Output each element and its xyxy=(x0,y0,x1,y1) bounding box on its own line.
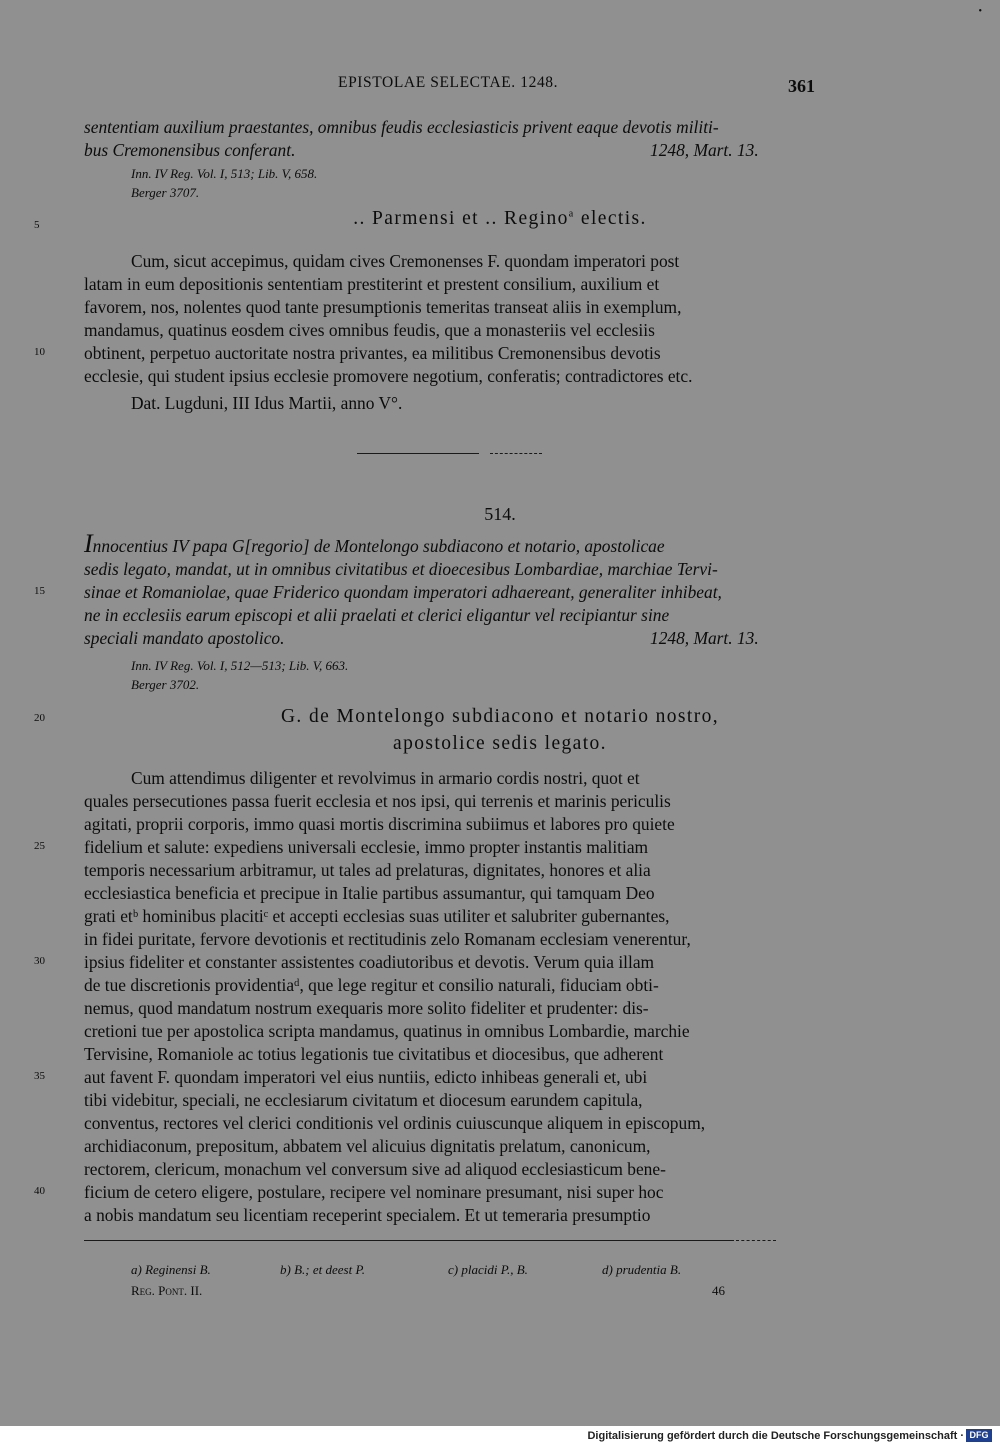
regest-line: ne in ecclesiis earum episcopi et alii praelati et clerici eligantur vel recipiantur sine xyxy=(84,605,670,625)
addressee-heading: G. de Montelongo subdiacono et notario nostro, xyxy=(280,706,720,727)
regest-line: speciali mandato apostolico. xyxy=(84,628,285,648)
footnote-marker: a xyxy=(568,208,575,220)
body-line: favorem, nos, nolentes quod tante presumptionis temeritas transeat aliis in exemplum, xyxy=(84,297,682,317)
reference-line: Berger 3707. xyxy=(131,185,200,200)
body-line: Tervisine, Romaniole ac totius legationis tue civitatibus et diocesibus, que adherent xyxy=(84,1044,664,1064)
footnote-a: a) Reginensi B. xyxy=(131,1262,211,1277)
initial-letter: I xyxy=(84,529,93,558)
body-line: ipsius fideliter et constanter assistentes coadiutoribus et devotis. Verum quia illam xyxy=(84,952,655,972)
separator-dash xyxy=(490,453,542,455)
footnote-rule xyxy=(84,1240,734,1241)
body-line: agitati, proprii corporis, immo quasi mortis discrimina subiimus et labores pro quiete xyxy=(84,814,675,834)
body-line: Cum attendimus diligenter et revolvimus in armario cordis nostri, quot et xyxy=(131,768,640,788)
funding-notice: Digitalisierung gefördert durch die Deutsche Forschungsgemeinschaft · xyxy=(587,1430,964,1442)
addressee-heading: apostolice sedis legato. xyxy=(393,733,607,754)
footnote-d: d) prudentia B. xyxy=(602,1262,682,1277)
signature-number: 46 xyxy=(712,1283,725,1298)
body-line: ecclesie, qui student ipsius ecclesie promovere negotium, conferatis; contradictores etc. xyxy=(84,366,693,386)
body-line: tibi videbitur, speciali, ne ecclesiarum civitatum et diocesum earundem capitula, xyxy=(84,1090,643,1110)
body-line: archidiaconum, prepositum, abbatem vel alicuius dignitatis prelatum, canonicum, xyxy=(84,1136,651,1156)
footnote-rule-dash xyxy=(736,1240,776,1242)
body-line: obtinent, perpetuo auctoritate nostra privantes, ea militibus Cremonensibus devotis xyxy=(84,343,661,363)
body-line: ficium de cetero eligere, postulare, recipere vel nominare presumant, nisi super hoc xyxy=(84,1182,664,1202)
body-line: a nobis mandatum seu licentiam receperint specialem. Et ut temeraria presumptio xyxy=(84,1205,651,1225)
corner-mark: • xyxy=(978,6,982,17)
footnote-c: c) placidi P., B. xyxy=(448,1262,528,1277)
regest-line: sententiam auxilium praestantes, omnibus feudis ecclesiasticis privent eaque devotis militi- xyxy=(84,117,719,137)
line-number: 35 xyxy=(34,1070,45,1082)
body-line: cretioni tue per apostolica scripta mandamus, quatinus in omnibus Lombardie, marchie xyxy=(84,1021,690,1041)
signature: Reg. Pont. II. xyxy=(131,1283,203,1298)
regest-date: 1248, Mart. 13. xyxy=(650,628,759,648)
regest-first-line xyxy=(84,529,665,558)
body-line: fidelium et salute: expediens universali ecclesie, immo propter instantis malitiam xyxy=(84,837,649,857)
line-number: 15 xyxy=(34,585,45,597)
body-line: ecclesiastica beneficia et precipue in Italie partibus assumantur, qui tamquam Deo xyxy=(84,883,655,903)
body-line: nemus, quod mandatum nostrum exequaris more solito fideliter et prudenter: dis- xyxy=(84,998,649,1018)
body-line: latam in eum depositionis sententiam prestiterint et prestent consilium, auxilium et xyxy=(84,274,660,294)
reference-line: Inn. IV Reg. Vol. I, 513; Lib. V, 658. xyxy=(131,166,318,181)
line-number: 10 xyxy=(34,346,45,358)
line-number: 30 xyxy=(34,955,45,967)
body-line: grati etᵇ hominibus placitiᶜ et accepti ecclesias suas utiliter et salubriter gubernantes, xyxy=(84,906,670,926)
body-line: mandamus, quatinus eosdem cives omnibus feudis, que a monasteriis vel ecclesiis xyxy=(84,320,655,340)
document-number: 514. xyxy=(484,504,516,524)
line-number: 5 xyxy=(34,219,40,231)
regest-line: bus Cremonensibus conferant. xyxy=(84,140,296,160)
page-number: 361 xyxy=(788,76,815,96)
body-line: in fidei puritate, fervore devotionis et rectitudinis zelo Romanam ecclesiam venerentur, xyxy=(84,929,691,949)
separator-rule xyxy=(357,453,479,454)
line-number: 40 xyxy=(34,1185,45,1197)
addressee-heading xyxy=(0,208,1000,230)
body-line: aut favent F. quondam imperatori vel eius nuntiis, edicto inhibeas generali et, ubi xyxy=(84,1067,648,1087)
line-number: 20 xyxy=(34,712,45,724)
regest-line: sinae et Romaniolae, quae Friderico quondam imperatori adhaereant, generaliter inhibeat, xyxy=(84,582,722,602)
regest-line: sedis legato, mandat, ut in omnibus civitatibus et dioecesibus Lombardiae, marchiae Tervi- xyxy=(84,559,718,579)
dfg-logo: DFG xyxy=(966,1429,992,1442)
reference-line: Inn. IV Reg. Vol. I, 512—513; Lib. V, 663. xyxy=(131,658,349,673)
line-number: 25 xyxy=(34,840,45,852)
body-line: temporis necessarium arbitramur, ut tales ad prelaturas, dignitates, honores et alia xyxy=(84,860,651,880)
reference-line: Berger 3702. xyxy=(131,677,200,692)
running-header: EPISTOLAE SELECTAE. 1248. xyxy=(338,74,559,91)
body-line: quales persecutiones passa fuerit ecclesia et nos ipsi, qui terrenis et marinis periculis xyxy=(84,791,671,811)
regest-date: 1248, Mart. 13. xyxy=(650,140,759,160)
body-line: rectorem, clericum, monachum vel conversum sive ad aliquod ecclesiasticum bene- xyxy=(84,1159,666,1179)
addressee-text: electis. xyxy=(574,208,647,229)
body-line: Cum, sicut accepimus, quidam cives Cremonenses F. quondam imperatori post xyxy=(131,251,680,271)
body-line: de tue discretionis providentiaᵈ, que lege regitur et consilio naturali, fiduciam obti- xyxy=(84,975,659,995)
addressee-text: .. Parmensi et .. Regino xyxy=(353,208,569,229)
footnote-b: b) B.; et deest P. xyxy=(280,1262,365,1277)
dating-line: Dat. Lugduni, III Idus Martii, anno V°. xyxy=(131,393,403,413)
body-line: conventus, rectores vel clerici conditionis vel ordinis cuiuscunque aliquem in episcopum, xyxy=(84,1113,706,1133)
regest-text: nnocentius IV papa G[regorio] de Montelongo subdiacono et notario, apostolicae xyxy=(92,536,665,556)
